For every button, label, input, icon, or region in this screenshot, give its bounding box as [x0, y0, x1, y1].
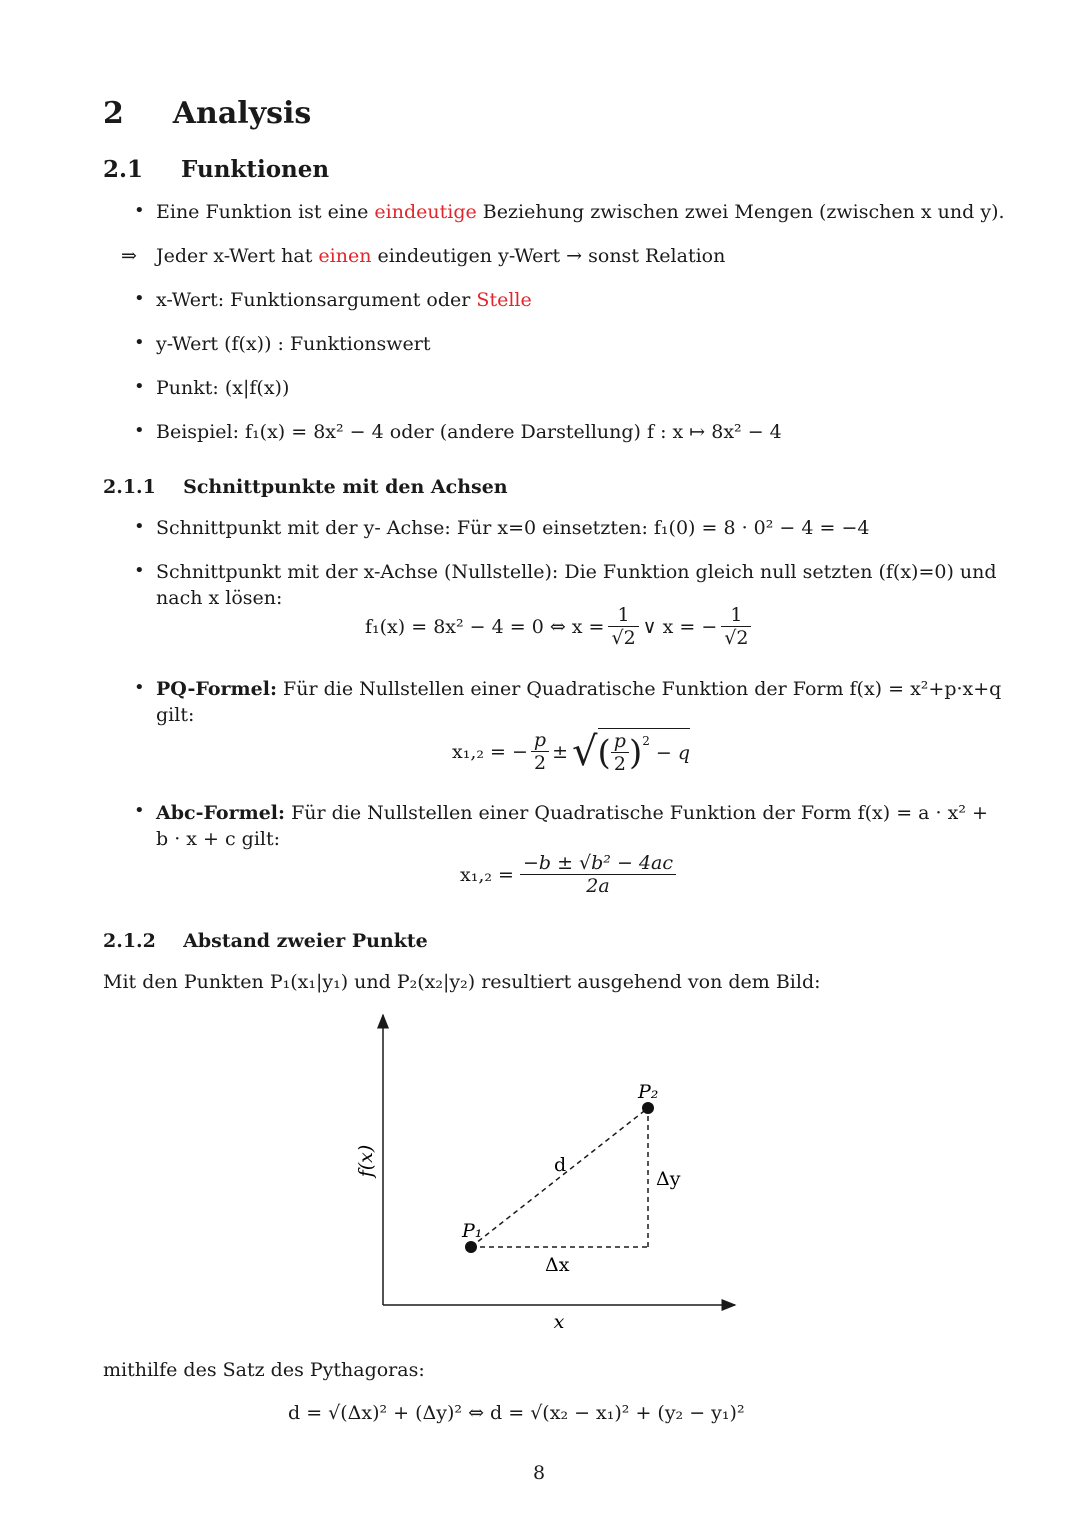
- minus-q: − q: [655, 741, 690, 764]
- fraction: [611, 730, 629, 775]
- bold-label: Abc-Formel:: [156, 802, 286, 824]
- bold-label: PQ-Formel:: [156, 678, 277, 700]
- pq-equation: [452, 728, 690, 775]
- bullet-abc-formula: [156, 800, 988, 826]
- point-p2: [642, 1102, 654, 1114]
- fraction-numerator: 1: [721, 604, 751, 627]
- highlight-text: eindeutige: [374, 201, 477, 223]
- section-number: 2: [103, 96, 124, 131]
- fraction-denominator: 2a: [586, 875, 610, 897]
- fraction-denominator: 2: [613, 753, 626, 775]
- bullet-dot: •: [134, 516, 145, 537]
- subsubsection-number: 2.1.2: [103, 930, 156, 952]
- pythagoras-intro: mithilfe des Satz des Pythagoras:: [103, 1359, 425, 1381]
- bullet-text: x-Wert: Funktionsargument oder: [156, 289, 471, 311]
- d-label: d: [554, 1154, 567, 1176]
- subsubsection-number: 2.1.1: [103, 476, 156, 498]
- subsection-heading: [103, 156, 329, 183]
- subsubsection-title: Abstand zweier Punkte: [183, 930, 428, 952]
- fraction: [531, 729, 549, 774]
- page-number: 8: [533, 1462, 546, 1484]
- bullet-pq-cont: gilt:: [156, 704, 195, 726]
- fraction: [608, 604, 638, 649]
- bullet-x-value: [156, 287, 532, 313]
- implies-arrow: ⇒: [121, 245, 137, 267]
- fraction-numerator: p: [531, 729, 549, 752]
- p1-label: P₁: [462, 1220, 483, 1242]
- fraction-denominator: 2: [533, 752, 547, 774]
- sqrt-content: ( $\frac{p}{2}$ ) $^2$ − q: [597, 730, 690, 775]
- x-axis-label: x: [553, 1311, 565, 1333]
- bullet-example: Beispiel: f₁(x) = 8x² − 4 oder (andere Darstellung) f : x ↦ 8x² − 4: [156, 421, 782, 443]
- equation-lhs: x₁,₂ = −: [452, 740, 528, 763]
- fraction-denominator: √2: [611, 627, 636, 649]
- subsubsection-heading: [103, 930, 428, 952]
- bullet-text: Für die Nullstellen einer Quadratische Funktion der Form f(x) = x²+p·x+q: [283, 678, 1002, 700]
- bullet-dot: •: [134, 677, 145, 698]
- fraction: [721, 604, 751, 649]
- bullet-implication: [156, 243, 725, 269]
- exponent: 2: [642, 734, 650, 748]
- bullet-point: Punkt: (x|f(x)): [156, 377, 290, 399]
- bullet-abc-cont: b · x + c gilt:: [156, 828, 281, 850]
- bullet-y-value: y-Wert (f(x)) : Funktionswert: [156, 333, 431, 355]
- sqrt-sign: √: [572, 728, 598, 775]
- bullet-text: Eine Funktion ist eine: [156, 201, 369, 223]
- delta-x-label: Δx: [545, 1254, 570, 1276]
- bullet-dot: •: [134, 420, 145, 441]
- subsubsection-heading: [103, 476, 508, 498]
- bullet-text: Beziehung zwischen zwei Mengen (zwischen x und y).: [482, 201, 1005, 223]
- bullet-dot: •: [134, 800, 145, 821]
- plus-minus: ±: [552, 740, 569, 763]
- bullet-y-intercept: Schnittpunkt mit der y- Achse: Für x=0 einsetzten: f₁(0) = 8 · 0² − 4 = −4: [156, 517, 870, 539]
- fraction-numerator: 1: [608, 604, 638, 627]
- bullet-text: eindeutigen y-Wert → sonst Relation: [377, 245, 726, 267]
- bullet-dot: •: [134, 200, 145, 221]
- subsection-number: 2.1: [103, 156, 144, 183]
- bullet-pq-formula: [156, 676, 1001, 702]
- bullet-dot: •: [134, 376, 145, 397]
- highlight-text: Stelle: [476, 289, 532, 311]
- point-p1: [465, 1241, 477, 1253]
- bullet-x-intercept-cont: nach x lösen:: [156, 587, 283, 609]
- p2-label: P₂: [638, 1081, 659, 1103]
- distance-formula: d = √(Δx)² + (Δy)² ⇔ d = √(x₂ − x₁)² + (y₂ − y₁)²: [288, 1402, 745, 1424]
- fraction-numerator: −b ± √b² − 4ac: [520, 852, 676, 875]
- section-title: Analysis: [172, 96, 312, 131]
- bullet-dot: •: [134, 332, 145, 353]
- distance-line: [471, 1108, 648, 1247]
- bullet-dot: •: [134, 560, 145, 581]
- fraction-numerator: p: [611, 730, 629, 753]
- nullstelle-equation: [365, 604, 751, 649]
- distance-intro: Mit den Punkten P₁(x₁|y₁) und P₂(x₂|y₂) resultiert ausgehend von dem Bild:: [103, 971, 821, 993]
- fraction-denominator: √2: [724, 627, 749, 649]
- equation-mid: ∨ x = −: [642, 615, 718, 638]
- distance-figure: [330, 1005, 760, 1345]
- abc-equation: [460, 852, 676, 897]
- bullet-definition: [156, 199, 1005, 225]
- subsection-title: Funktionen: [181, 156, 330, 183]
- y-axis-label: f(x): [355, 1144, 377, 1178]
- section-heading: [103, 96, 311, 131]
- equation-lhs: x₁,₂ =: [460, 863, 514, 886]
- bullet-text: Für die Nullstellen einer Quadratische Funktion der Form f(x) = a · x² +: [291, 802, 988, 824]
- delta-y-label: Δy: [656, 1168, 681, 1190]
- bullet-x-intercept: Schnittpunkt mit der x-Achse (Nullstelle): Die Funktion gleich null setzten (f(x)=0) und: [156, 561, 997, 583]
- fraction: [520, 852, 676, 897]
- equation-lhs: f₁(x) = 8x² − 4 = 0 ⇔ x =: [365, 615, 605, 638]
- bullet-text: Jeder x-Wert hat: [156, 245, 313, 267]
- highlight-text: einen: [318, 245, 372, 267]
- subsubsection-title: Schnittpunkte mit den Achsen: [183, 476, 508, 498]
- bullet-dot: •: [134, 288, 145, 309]
